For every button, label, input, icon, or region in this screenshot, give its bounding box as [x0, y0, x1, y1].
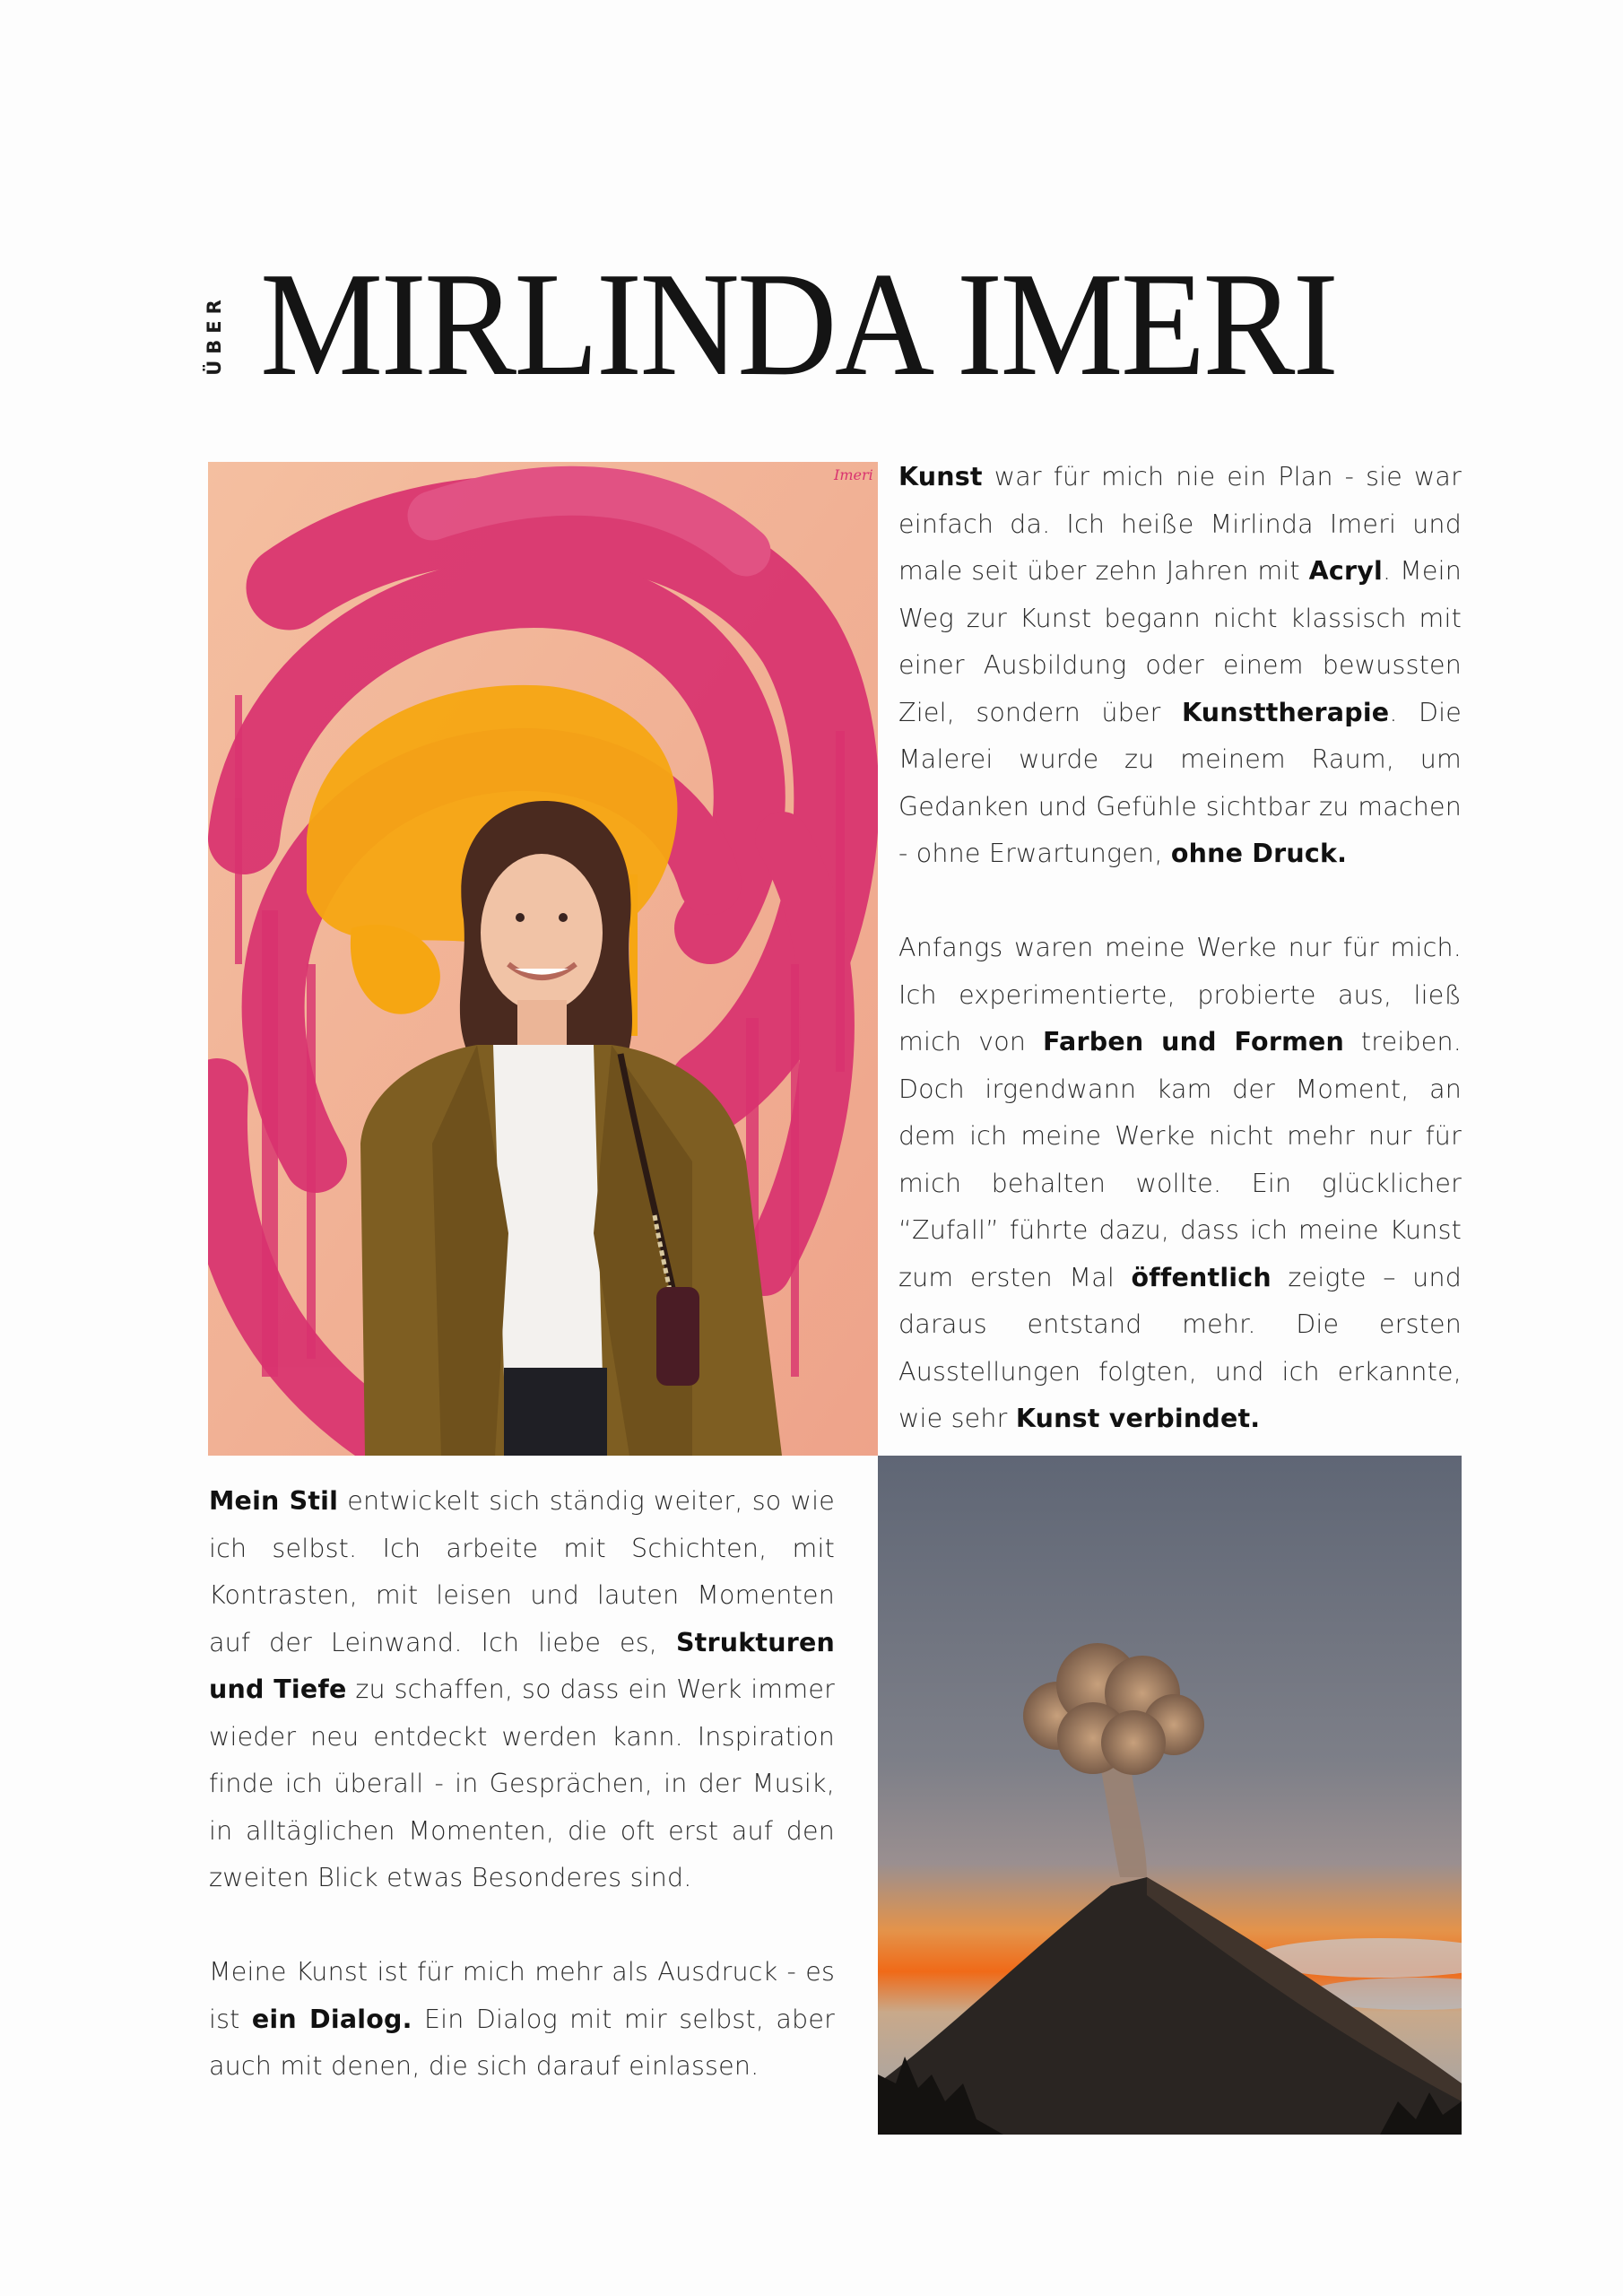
- paragraph-style: [209, 1478, 835, 1902]
- body-text: . Mein Weg zur Kunst begann nicht klassisch mit einer Ausbildung oder einem bewussten Ziel, sondern über: [898, 556, 1462, 727]
- text-column-right: [898, 454, 1462, 1443]
- emphasis-text: ein Dialog.: [251, 2004, 412, 2034]
- emphasis-text: Farben und Formen: [1043, 1027, 1344, 1057]
- emphasis-text: ohne Druck.: [1170, 839, 1348, 868]
- volcano-illustration: [878, 1456, 1462, 2135]
- body-text: entwickelt sich ständig weiter, so wie ich selbst. Ich arbeite mit Schichten, mit Kontrasten, mit leisen und lauten Momenten auf der Leinwand. Ich liebe es,: [209, 1486, 835, 1657]
- emphasis-text: Kunst: [898, 462, 983, 491]
- paragraph-beginnings: [898, 925, 1462, 1443]
- portrait-illustration: [208, 462, 878, 1456]
- emphasis-text: Strukturen und Tiefe: [209, 1627, 835, 1704]
- body-text: treiben. Doch irgendwann kam der Moment, an dem ich meine Werke nicht mehr nur für mich behalten wollte. Ein glücklicher “Zufall” führte dazu, dass ich meine Kunst zum ersten Mal: [898, 1027, 1462, 1292]
- emphasis-text: Kunst verbindet.: [1015, 1404, 1261, 1433]
- emphasis-text: öffentlich: [1131, 1262, 1271, 1292]
- painting-signature: Imeri: [834, 466, 873, 483]
- page-title: MIRLINDA IMERI: [260, 241, 1337, 406]
- heading-kicker: [201, 285, 228, 384]
- body-text: Ein Dialog mit mir selbst, aber auch mit denen, die sich darauf einlassen.: [209, 2004, 835, 2081]
- body-text: zeigte – und daraus entstand mehr. Die ersten Ausstellungen folgten, und ich erkannte, wie sehr: [898, 1262, 1462, 1433]
- emphasis-text: Mein Stil: [209, 1486, 339, 1516]
- body-text: Meine Kunst ist für mich mehr als Ausdruck - es ist: [209, 1957, 835, 2034]
- emphasis-text: Kunsttherapie: [1181, 697, 1390, 727]
- paragraph-intro: [898, 454, 1462, 878]
- text-column-left: [209, 1478, 835, 2091]
- heading-kicker-text: ÜBER: [204, 293, 225, 376]
- body-text: war für mich nie ein Plan - sie war einfach da. Ich heiße Mirlinda Imeri und male seit über zehn Jahren mit: [898, 462, 1462, 586]
- emphasis-text: Acryl: [1308, 556, 1383, 586]
- body-text: zu schaffen, so dass ein Werk immer wieder neu entdeckt werden kann. Inspiration finde ich überall - in Gesprächen, in der Musik, in alltäglichen Momenten, die oft erst auf den zweiten Blick etwas Besonderes sind.: [209, 1674, 835, 1892]
- volcano-photo: [878, 1456, 1462, 2135]
- body-text: Anfangs waren meine Werke nur für mich. Ich experimentierte, probierte aus, ließ mich von: [898, 933, 1462, 1057]
- paragraph-dialog: [209, 1949, 835, 2091]
- portrait-photo: [208, 462, 878, 1456]
- body-text: . Die Malerei wurde zu meinem Raum, um Gedanken und Gefühle sichtbar zu machen - ohne Erwartungen,: [898, 697, 1462, 868]
